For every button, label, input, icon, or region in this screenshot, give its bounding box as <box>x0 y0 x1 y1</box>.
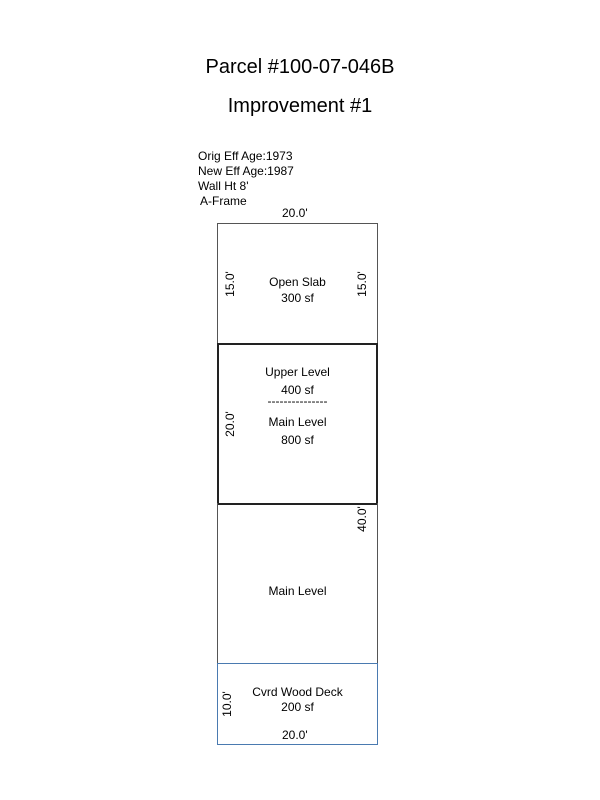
wall-height: Wall Ht 8' <box>198 179 249 193</box>
main-level-size: 800 sf <box>281 433 314 447</box>
main-level-lower-label: Main Level <box>268 584 327 598</box>
open-slab-label: Open Slab <box>269 275 326 289</box>
deck-left-dimension: 10.0' <box>219 691 234 717</box>
orig-eff-age: Orig Eff Age:1973 <box>198 149 293 163</box>
deck-size: 200 sf <box>281 700 314 714</box>
new-eff-age: New Eff Age:1987 <box>198 164 294 178</box>
bottom-width-dimension: 20.0' <box>282 728 308 742</box>
improvement-title: Improvement #1 <box>227 95 373 117</box>
level-divider: --------------- <box>267 394 328 408</box>
upper-level-label: Upper Level <box>265 365 330 379</box>
building-style: A-Frame <box>200 194 247 208</box>
upper-level-size: 400 sf <box>281 383 314 397</box>
top-width-dimension: 20.0' <box>282 206 308 220</box>
open-slab-size: 300 sf <box>281 291 314 305</box>
open-slab-left-dimension: 15.0' <box>222 271 237 297</box>
two-story-left-dimension: 20.0' <box>222 411 237 437</box>
open-slab-right-dimension: 15.0' <box>354 271 369 297</box>
deck-label: Cvrd Wood Deck <box>252 685 343 699</box>
upper-main-level-area <box>217 343 378 505</box>
main-level-right-dimension: 40.0' <box>354 506 369 532</box>
main-level-label: Main Level <box>268 415 327 429</box>
parcel-title: Parcel #100-07-046B <box>205 56 395 78</box>
